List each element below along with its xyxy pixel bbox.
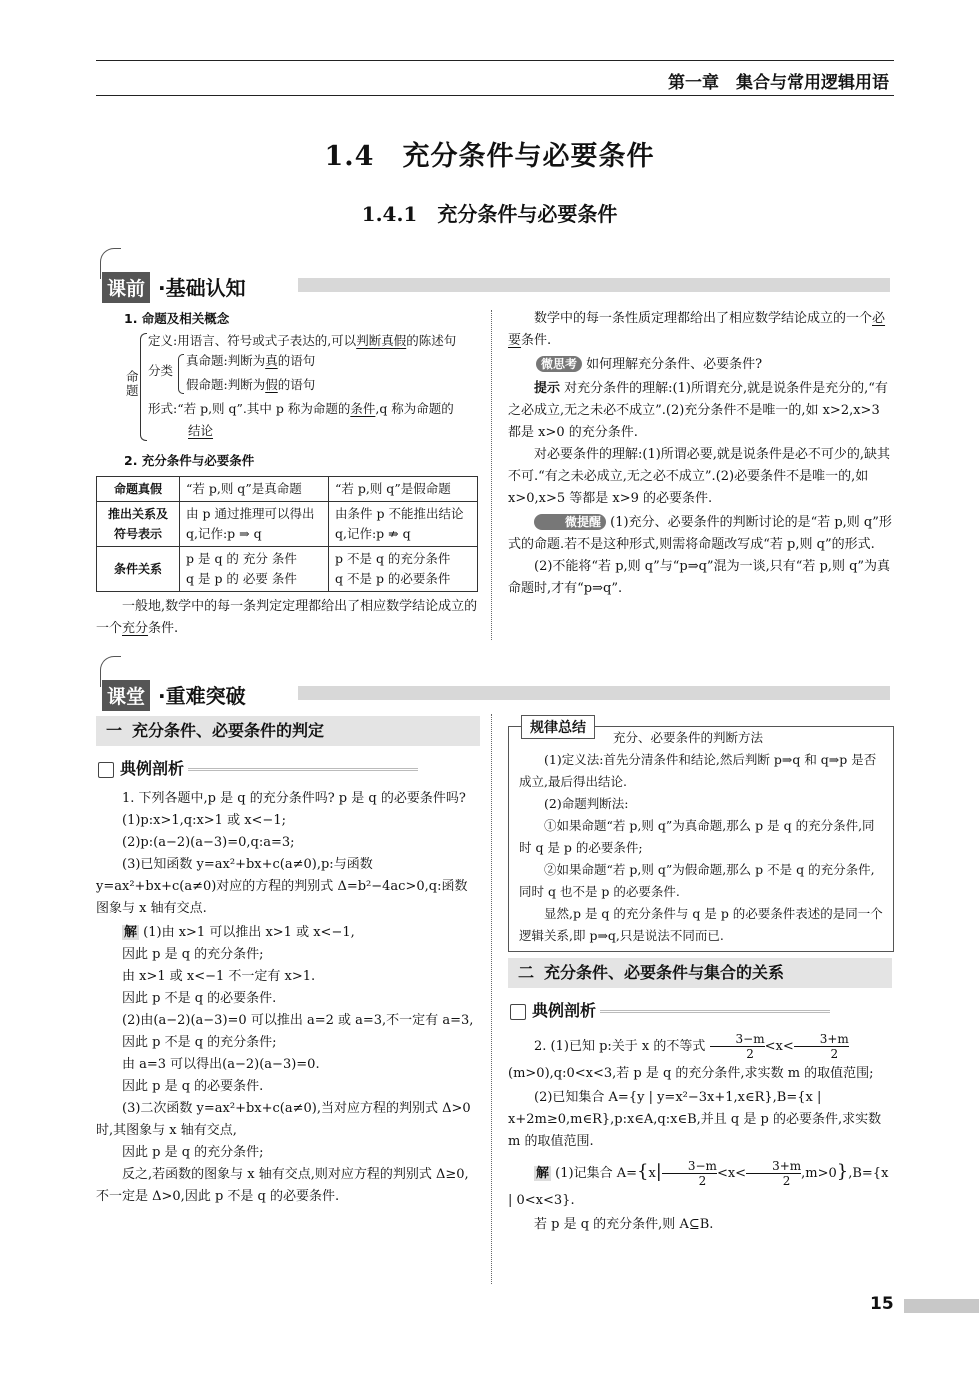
solution-line: 因此 p 不是 q 的必要条件. — [122, 991, 277, 1006]
mingti-label: 命题 — [126, 369, 139, 398]
rule-line: (2)命题判断法: — [544, 796, 629, 811]
header-top-rule — [96, 60, 894, 61]
table-cell: p 不是 q 的充分条件 q 不是 p 的必要条件 — [329, 547, 478, 592]
column-divider — [491, 714, 492, 1284]
question-1-part: (2)p:(a−2)(a−3)=0,q:a=3; — [122, 835, 295, 850]
question-2: 2. (1)已知 p:关于 x 的不等式 $\frac{3-m}{2}$ <x< $\frac{3+m}{2}$ (m>0),q:0<x<3,若 p 是 q 的充分条件,求实数 m 的取值范围; — [508, 1032, 874, 1081]
rule-line: (1)定义法:首先分清条件和结论,然后判断 p⇒q 和 q⇒p 是否成立,最后得出结论. — [519, 752, 877, 789]
note-icon — [510, 1004, 526, 1020]
judgement-column — [96, 716, 480, 1208]
section-tag: 课堂 — [102, 680, 150, 711]
table-cell: 由 p 通过推理可以得出 q,记作:p ⇒ q — [180, 502, 329, 547]
solution-line: 因此 p 不是 q 的充分条件; — [122, 1035, 277, 1050]
concepts-column — [96, 308, 486, 640]
rule-line: ②如果命题“若 p,则 q”为假命题,那么 p 不是 q 的充分条件,同时 q 也不是 p 的必要条件. — [519, 862, 875, 899]
column-divider — [491, 310, 492, 640]
sufficient-paragraph: 一般地,数学中的每一条判定定理都给出了相应数学结论成立的一个充分条件. — [96, 599, 478, 636]
set-relation-column — [508, 958, 892, 1236]
table-row — [97, 477, 478, 502]
form-line: 形式:“若 p,则 q”.其中 p 称为命题的条件,q 称为命题的 结论 — [148, 401, 454, 438]
solution-line: 因此 p 是 q 的充分条件; — [122, 947, 264, 962]
solution-line: 若 p 是 q 的充分条件,则 A⊆B. — [534, 1217, 714, 1232]
chapter-title: 第一章 集合与常用逻辑用语 — [668, 73, 889, 93]
question-1: 1. 下列各题中,p 是 q 的充分条件吗? p 是 q 的必要条件吗? — [122, 791, 466, 806]
section-label: ·基础认知 — [158, 276, 246, 300]
rule-title: 充分、必要条件的判断方法 — [613, 730, 764, 745]
solution-line: 由 x>1 或 x<−1 不一定有 x>1. — [122, 969, 316, 984]
hint-paragraph-2: 对必要条件的理解:(1)所谓必要,就是说条件是必不可少的,缺其不可.“有之未必成立,无之必不成立”.(2)必要条件不是唯一的,如 x>0,x>5 等都是 x>9 的必要条件. — [508, 447, 891, 506]
rule-line: 显然,p 是 q 的充分条件与 q 是 p 的必要条件表述的是同一个逻辑关系,即 p⇒q,只是说法不同而已. — [519, 906, 883, 943]
solution-line: 因此 p 是 q 的充分条件; — [122, 1145, 264, 1160]
think-question: 微思考 如何理解充分条件、必要条件? — [508, 354, 892, 376]
solution-line: (2)由(a−2)(a−3)=0 可以推出 a=2 或 a=3,不一定有 a=3, — [122, 1013, 474, 1028]
question-2-part: (2)已知集合 A={y | y=x²−3x+1,x∈R},B={x | x+2m≥0,m∈R},p:x∈A,q:x∈B,并且 q 是 p 的必要条件,求实数 m 的取值范围. — [508, 1090, 882, 1149]
topic-box-1: 一 充分条件、必要条件的判定 — [96, 716, 480, 746]
brace — [178, 354, 184, 394]
understanding-column — [508, 308, 892, 600]
note-icon — [98, 762, 114, 778]
table-row — [97, 502, 478, 547]
solution-line: 解 (1)记集合 A={x| $\frac{3-m}{2}$ <x< $\frac{3+m}{2}$ ,m>0},B={x | 0<x<3}. — [508, 1159, 889, 1208]
section-header-inclass — [96, 670, 894, 710]
solution-line: 解 (1)由 x>1 可以推出 x>1 或 x<−1, — [124, 925, 355, 940]
heading-concepts: 1. 命题及相关概念 — [124, 311, 230, 326]
section-tag: 课前 — [102, 272, 150, 303]
hint-paragraph: 提示 对充分条件的理解:(1)所谓充分,就是说条件是充分的,“有之必成立,无之未必不成立”.(2)充分条件不是唯一的,如 x>2,x>3 都是 x>0 的充分条件. — [508, 381, 888, 440]
think-tag: 微思考 — [536, 356, 582, 372]
section-header-preclass — [96, 262, 894, 302]
rule-content — [519, 727, 885, 947]
section-title: 1.4 充分条件与必要条件 — [324, 141, 655, 172]
definition-line: 定义:用语言、符号或式子表达的,可以判断真假的陈述句 — [148, 333, 457, 348]
solution-line: 由 a=3 可以得出(a−2)(a−3)=0. — [122, 1057, 320, 1072]
fenlei-label: 分类 — [148, 363, 174, 378]
true-proposition: 真命题:判断为真的语句 — [186, 353, 316, 368]
rule-tag: 规律总结 — [521, 715, 595, 739]
header-bottom-rule — [96, 95, 894, 96]
necessary-paragraph: 数学中的每一条性质定理都给出了相应数学结论成立的一个必要条件. — [508, 311, 886, 348]
table-cell: 条件关系 — [97, 547, 180, 592]
table-cell: 推出关系及符号表示 — [97, 502, 180, 547]
table-cell: 由条件 p 不能推出结论 q,记作:p ⇏ q — [329, 502, 478, 547]
question-1-part: (1)p:x>1,q:x>1 或 x<−1; — [122, 813, 286, 828]
example-heading: 典例剖析 — [96, 758, 480, 780]
solution-line: (3)二次函数 y=ax²+bx+c(a≠0),当对应方程的判别式 Δ>0 时,其图象与 x 轴有交点, — [96, 1101, 471, 1138]
solution-line: 因此 p 是 q 的必要条件. — [122, 1079, 264, 1094]
subsection-title: 1.4.1 充分条件与必要条件 — [361, 202, 618, 226]
conditions-table — [96, 476, 478, 592]
heading-conditions: 2. 充分条件与必要条件 — [124, 453, 255, 468]
table-row — [97, 547, 478, 592]
table-cell: 命题真假 — [97, 477, 180, 502]
table-cell: “若 p,则 q”是假命题 — [329, 477, 478, 502]
rule-summary-box — [508, 720, 894, 952]
remind-paragraph: 微提醒 (1)充分、必要条件的判断讨论的是“若 p,则 q”形式的命题.若不是这种形式,则需将命题改写成“若 p,则 q”的形式. — [508, 515, 892, 552]
remind-paragraph-2: (2)不能将“若 p,则 q”与“p⇒q”混为一谈,只有“若 p,则 q”为真命题时,才有“p⇒q”. — [508, 559, 891, 596]
false-proposition: 假命题:判断为假的语句 — [186, 377, 316, 392]
page-number: 15 — [870, 1294, 894, 1314]
brace — [140, 333, 147, 441]
page-number-bar — [904, 1299, 979, 1313]
section-label: ·重难突破 — [158, 684, 246, 708]
remind-tag: 微提醒 — [534, 514, 606, 530]
solution-line: 反之,若函数的图象与 x 轴有交点,则对应方程的判别式 Δ≥0,不一定是 Δ>0,因此 p 不是 q 的必要条件. — [96, 1167, 469, 1204]
table-cell: “若 p,则 q”是真命题 — [180, 477, 329, 502]
table-cell: p 是 q 的 充分 条件 q 是 p 的 必要 条件 — [180, 547, 329, 592]
rule-line: ①如果命题“若 p,则 q”为真命题,那么 p 是 q 的充分条件,同时 q 是 p 的必要条件; — [519, 818, 875, 855]
topic-box-2: 二 充分条件、必要条件与集合的关系 — [508, 958, 892, 988]
question-1-part: (3)已知函数 y=ax²+bx+c(a≠0),p:与函数 y=ax²+bx+c(a≠0)对应的方程的判别式 Δ=b²−4ac>0,q:函数图象与 x 轴有交点. — [96, 857, 468, 916]
example-heading: 典例剖析 — [508, 1000, 892, 1022]
